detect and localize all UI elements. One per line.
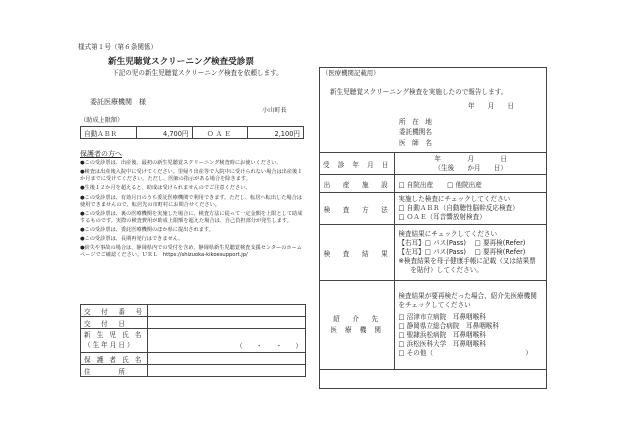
method-aabr-checkbox[interactable]: □ 自動ＡＢＲ（自動聴性脳幹反応検査） bbox=[398, 204, 519, 213]
referral-intro-1: 検査結果が要再検だった場合、紹介先医療機関 bbox=[398, 292, 537, 301]
baby-name-label bbox=[81, 329, 148, 353]
request-text: 下記の児の新生児聴覚スクリーニング検査を依頼します。 bbox=[112, 69, 283, 77]
aabr-amount: 4,700円 bbox=[136, 127, 192, 139]
exam-date-values: 年 月 日 bbox=[434, 154, 507, 163]
exam-date-label: 受 診 年 月 日 bbox=[320, 153, 395, 175]
note-item: ●この受診票は、委託医療機関のほか県に提出されます。 bbox=[80, 227, 214, 234]
addressee: 委託医療機関 様 bbox=[90, 98, 146, 106]
method-label: 検 査 方 法 bbox=[320, 193, 395, 225]
guardian-heading: 保護者の方へ bbox=[80, 150, 122, 158]
baby-name-field[interactable] bbox=[148, 329, 306, 353]
address-label: 住 所 bbox=[81, 365, 148, 377]
form-title: 新生児聴覚スクリーニング検査受診票 bbox=[108, 57, 254, 67]
birth-date-blank: （ ・ ・ ） bbox=[236, 342, 302, 350]
location-label: 所 在 地 bbox=[399, 118, 432, 126]
subsidy-table bbox=[80, 126, 304, 139]
method-intro: 実施した検査にチェックしてください bbox=[398, 195, 511, 204]
issue-number-label: 交 付 番 号 bbox=[81, 305, 148, 317]
birth-place-field bbox=[395, 175, 547, 193]
referral-intro-2: をチェックしてください bbox=[398, 301, 471, 310]
method-field bbox=[395, 193, 547, 225]
birth-other-checkbox[interactable]: □ 他院出産 bbox=[447, 180, 482, 189]
issue-number-field[interactable] bbox=[148, 305, 306, 317]
referral-option[interactable]: □ その他（ ） bbox=[398, 348, 532, 357]
exam-age-values: （生後 か月 日） bbox=[434, 163, 507, 172]
result-left-ear[interactable]: 【左耳】□ パス(Pass) □ 要再検(Refer) bbox=[398, 248, 526, 257]
note-item: ●この受診票は、裏の医療機関を実施した場合に、検査方法に従って一定金額を上限として助成するものです。実際の検査費用が助成上限額を超えた場合は、自己負担部分が発生します。 bbox=[80, 210, 303, 224]
exam-date-field[interactable] bbox=[395, 153, 547, 175]
result-right-ear[interactable]: 【右耳】□ パス(Pass) □ 要再検(Refer) bbox=[398, 239, 526, 248]
note-item: ●この受診票は、有効月日のうち委託医療機関で利用できます。ただし、転居へ転出した場合は使用できませんので、転居先の市町村にお問合せください。 bbox=[80, 194, 302, 208]
referral-label: 紹 介 先 医 療 機 関 bbox=[320, 281, 395, 370]
note-item: ●生後１２か月を超えると、助成は受けられませんのでご注意ください。 bbox=[80, 185, 251, 192]
result-label: 検 査 結 果 bbox=[320, 225, 395, 281]
note-item: ●紛失や事故の場合は、静岡県内での受付を含め、静岡県新生児聴覚検査支援センターのホームページでご確認ください。ＵＲＬ https://shizuoka-kikoesupport.jp/ bbox=[80, 245, 302, 259]
issue-date-field[interactable] bbox=[148, 317, 306, 329]
aabr-label: 自動ＡＢＲ bbox=[81, 127, 137, 139]
report-text: 新生児聴覚スクリーニング検査を実施したので報告します。 bbox=[330, 88, 508, 96]
result-note-1: ※検査結果を母子健康手帳に記載（又は結果票 bbox=[398, 256, 536, 265]
referral-option[interactable]: □ 沼津市立病院 耳鼻咽喉科 bbox=[398, 313, 486, 322]
oae-label: ＯＡＥ bbox=[192, 127, 248, 139]
result-field bbox=[395, 225, 547, 281]
referral-field bbox=[395, 281, 547, 370]
doctor-label: 医 師 名 bbox=[399, 139, 432, 147]
address-field[interactable] bbox=[148, 365, 306, 377]
oae-amount: 2,100円 bbox=[248, 127, 304, 139]
referral-option[interactable]: □ 聖隷浜松病院 耳鼻咽喉科 bbox=[398, 330, 486, 339]
note-item: ●この受診票は、出産後、最初の新生児聴覚スクリーニング検査時にお使いください。 bbox=[80, 160, 282, 166]
clinic-section-label: （医療機関記載用） bbox=[322, 69, 380, 77]
birth-date-text: （生年月日） bbox=[84, 340, 136, 349]
guardian-name-label: 保 護 者 氏 名 bbox=[81, 353, 148, 365]
note-item: ●検査は出産後入院中に受けてください。里帰り出産等で入院中に受けられない場合は出産後１か月までに受けてください。ただし、医師の指示がある場合を除きます。 bbox=[80, 169, 303, 183]
subsidy-heading: （助成上限額） bbox=[80, 117, 124, 124]
form-number: 様式第１号（第６条関係） bbox=[78, 43, 158, 51]
guardian-notes bbox=[80, 160, 306, 262]
result-intro: 検査結果にチェックしてください bbox=[398, 230, 498, 239]
referral-option[interactable]: □ 静岡県立総合病院 耳鼻咽喉科 bbox=[398, 322, 499, 331]
baby-name-text: 新 生 児 氏 名 bbox=[84, 330, 144, 339]
issuer: 小山町長 bbox=[262, 107, 287, 114]
institution-label: 委託機関名 bbox=[399, 128, 432, 136]
issue-date-label: 交 付 日 bbox=[81, 317, 148, 329]
birth-own-checkbox[interactable]: □ 自院出産 bbox=[398, 180, 434, 189]
birth-place-label: 出 産 施 設 bbox=[320, 175, 395, 193]
child-info-table bbox=[80, 304, 306, 377]
note-item: ●この受診票は、長期再発行はできません。 bbox=[80, 236, 184, 243]
report-date: 年 月 日 bbox=[468, 102, 515, 110]
clinic-report-table bbox=[319, 152, 547, 370]
method-oae-checkbox[interactable]: □ ＯＡＥ（耳音響放射検査） bbox=[398, 212, 486, 221]
result-note-2: を貼付）してください。 bbox=[410, 265, 483, 274]
guardian-name-field[interactable] bbox=[148, 353, 306, 365]
referral-option[interactable]: □ 浜松医科大学 耳鼻咽喉科 bbox=[398, 339, 486, 348]
